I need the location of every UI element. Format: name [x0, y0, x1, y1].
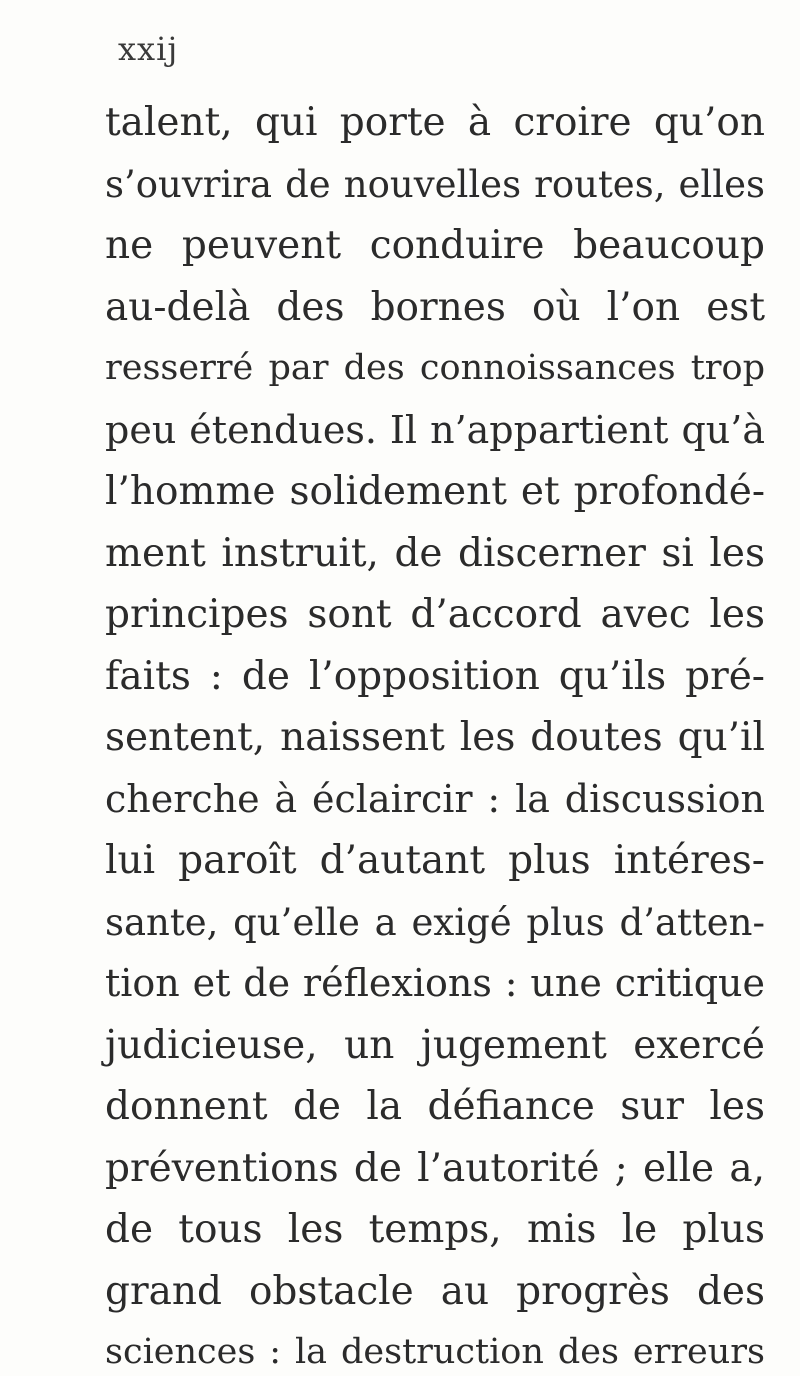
text-line: s’ouvrira de nouvelles routes, elles: [105, 162, 765, 206]
text-line: sciences : la destruction des erreurs: [105, 1332, 765, 1372]
body-text: [105, 92, 765, 1384]
text-line: talent, qui porte à croire qu’on: [105, 100, 765, 145]
text-line: de tous les temps, mis le plus: [105, 1207, 765, 1252]
text-line: au-delà des bornes où l’on est: [105, 284, 765, 330]
text-line: cherche à éclaircir : la discussion: [105, 776, 765, 821]
text-line: tion et de réflexions : une critique: [105, 961, 765, 1005]
text-line: judicieuse, un jugement exercé: [105, 1022, 765, 1068]
text-line: sante, qu’elle a exigé plus d’atten-: [105, 900, 765, 944]
text-line: ne peuvent conduire beaucoup: [105, 223, 765, 268]
text-line: faits : de l’opposition qu’ils pré-: [105, 653, 765, 699]
page-number: xxij: [118, 30, 179, 68]
text-line: resserré par des connoissances trop: [105, 348, 765, 388]
text-line: l’homme solidement et profondé-: [105, 469, 765, 514]
text-line: grand obstacle au progrès des: [105, 1268, 765, 1314]
text-line: lui paroît d’autant plus intéres-: [105, 838, 765, 883]
text-line: ment instruit, de discerner si les: [105, 530, 765, 576]
text-line: donnent de la défiance sur les: [105, 1084, 765, 1129]
text-line: principes sont d’accord avec les: [105, 592, 765, 637]
text-line: peu étendues. Il n’appartient qu’à: [105, 407, 765, 452]
text-line: préventions de l’autorité ; elle a,: [105, 1145, 765, 1191]
text-line: sentent, naissent les doutes qu’il: [105, 715, 765, 760]
